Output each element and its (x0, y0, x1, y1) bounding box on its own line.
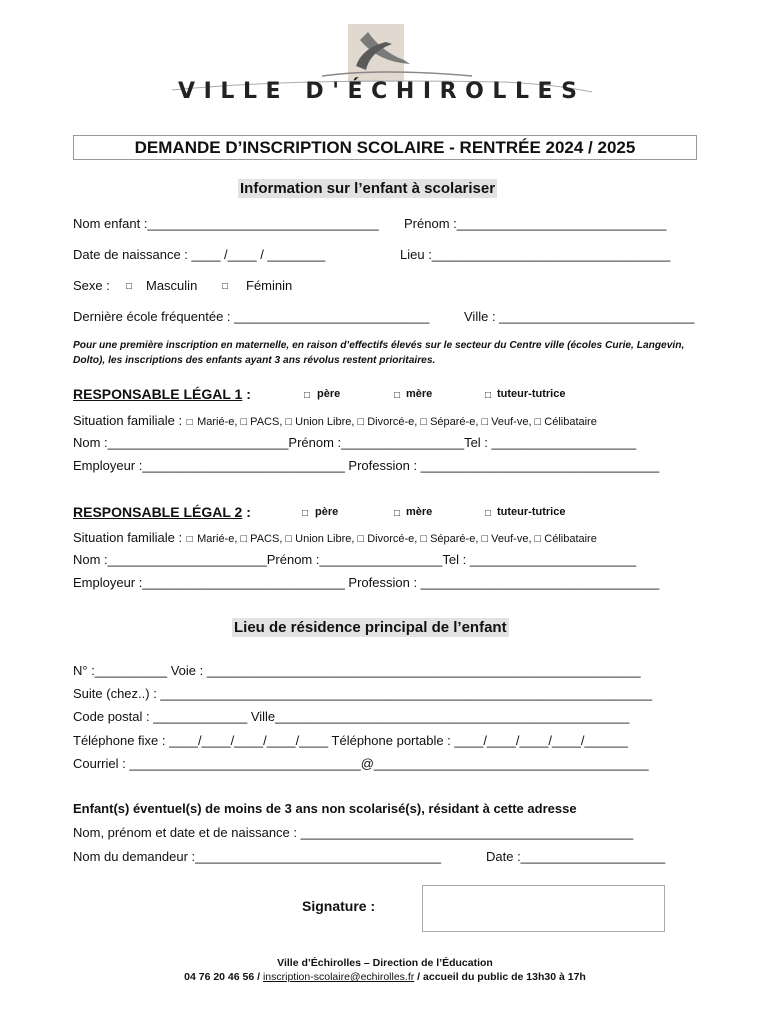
resp1-employer-line[interactable]: Employeur :____________________________ Profession : _________________________________ (73, 458, 660, 473)
footer-phone: 04 76 20 46 56 / (184, 971, 263, 983)
child-section-heading: Information sur l’enfant à scolariser (240, 180, 496, 197)
request-date-field[interactable]: Date :____________________ (486, 849, 666, 864)
requester-name-field[interactable]: Nom du demandeur :__________________________________ (73, 849, 441, 864)
siblings-name-line[interactable]: Nom, prénom et date et de naissance : ______________________________________________ (73, 825, 634, 840)
email-line[interactable]: Courriel : ________________________________@______________________________________ (73, 756, 649, 771)
signature-label: Signature : (302, 898, 376, 914)
resp1-situation-label: Situation familiale : (73, 413, 183, 428)
street-number-line[interactable]: N° :__________ Voie : ____________________________________________________________ (73, 663, 641, 678)
resp2-name-line[interactable]: Nom :______________________Prénom :_________________Tel : _______________________ (73, 552, 637, 567)
footer-line1: Ville d’Échirolles – Direction de l’Éducation (277, 957, 493, 969)
priority-note: Pour une première inscription en maternelle, en raison d’effectifs élevés sur le secteur du Centre ville (écoles Curie, Langevin, Dolto), les inscriptions des enfants ayant 3 ans révolus restent prioritaires. (73, 340, 685, 366)
resp1-colon: : (246, 386, 251, 402)
signature-box[interactable] (422, 885, 665, 932)
resp1-pere-checkbox[interactable]: □ (304, 390, 311, 401)
resp1-name-line[interactable]: Nom :_________________________Prénom :_________________Tel : ____________________ (73, 435, 637, 450)
masculin-label: Masculin (146, 278, 198, 293)
resp1-mere-label: mère (406, 388, 433, 400)
postal-code-line[interactable]: Code postal : _____________ Ville_________________________________________________ (73, 709, 630, 724)
resp1-heading: RESPONSABLE LÉGAL 1 (73, 386, 243, 402)
resp2-mere-checkbox[interactable]: □ (394, 508, 401, 519)
page-title: DEMANDE D’INSCRIPTION SCOLAIRE - RENTRÉE 2024 / 2025 (73, 135, 697, 160)
resp1-situation-checkbox[interactable]: □ (186, 417, 193, 428)
resp1-pere-label: père (317, 388, 341, 400)
resp2-mere-label: mère (406, 506, 433, 518)
school-city-field[interactable]: Ville : ___________________________ (464, 309, 695, 324)
residence-heading: Lieu de résidence principal de l’enfant (234, 619, 507, 636)
birthplace-field[interactable]: Lieu :_________________________________ (400, 247, 671, 262)
phone-line[interactable]: Téléphone fixe : ____/____/____/____/____ Téléphone portable : ____/____/____/____/______ (73, 733, 628, 748)
child-name-field[interactable]: Nom enfant :________________________________ (73, 216, 379, 231)
birthdate-field[interactable]: Date de naissance : ____ /____ / ________ (73, 247, 326, 262)
resp2-colon: : (246, 504, 251, 520)
suite-line[interactable]: Suite (chez..) : ____________________________________________________________________ (73, 686, 653, 701)
resp2-pere-checkbox[interactable]: □ (302, 508, 309, 519)
siblings-heading: Enfant(s) éventuel(s) de moins de 3 ans non scolarisé(s), résidant à cette adresse (73, 801, 577, 816)
ville-echirolles-logo (172, 18, 592, 110)
resp2-employer-line[interactable]: Employeur :____________________________ Profession : _________________________________ (73, 575, 660, 590)
masculin-checkbox[interactable]: □ (126, 281, 133, 292)
resp1-tuteur-label: tuteur-tutrice (497, 388, 566, 400)
last-school-field[interactable]: Dernière école fréquentée : ___________________________ (73, 309, 430, 324)
footer-email-link[interactable]: inscription-scolaire@echirolles.fr (262, 971, 415, 983)
resp1-tuteur-checkbox[interactable]: □ (485, 390, 492, 401)
resp1-mere-checkbox[interactable]: □ (394, 390, 401, 401)
resp2-situation-options[interactable]: Marié-e, □ PACS, □ Union Libre, □ Divorcé-e, □ Séparé-e, □ Veuf-ve, □ Célibataire (197, 533, 597, 545)
svg-text:VILLE D'ÉCHIROLLES: VILLE D'ÉCHIROLLES (178, 79, 586, 104)
resp2-situation-checkbox[interactable]: □ (186, 534, 193, 545)
feminin-checkbox[interactable]: □ (222, 281, 229, 292)
resp2-situation-label: Situation familiale : (73, 530, 183, 545)
feminin-label: Féminin (246, 278, 293, 293)
resp2-tuteur-checkbox[interactable]: □ (485, 508, 492, 519)
resp1-situation-options[interactable]: Marié-e, □ PACS, □ Union Libre, □ Divorcé-e, □ Séparé-e, □ Veuf-ve, □ Célibataire (197, 416, 597, 428)
resp2-tuteur-label: tuteur-tutrice (497, 506, 566, 518)
resp2-heading: RESPONSABLE LÉGAL 2 (73, 504, 243, 520)
resp2-pere-label: père (315, 506, 339, 518)
child-firstname-field[interactable]: Prénom :_____________________________ (404, 216, 667, 231)
sex-label: Sexe : (73, 278, 110, 293)
footer-hours: / accueil du public de 13h30 à 17h (414, 971, 586, 983)
